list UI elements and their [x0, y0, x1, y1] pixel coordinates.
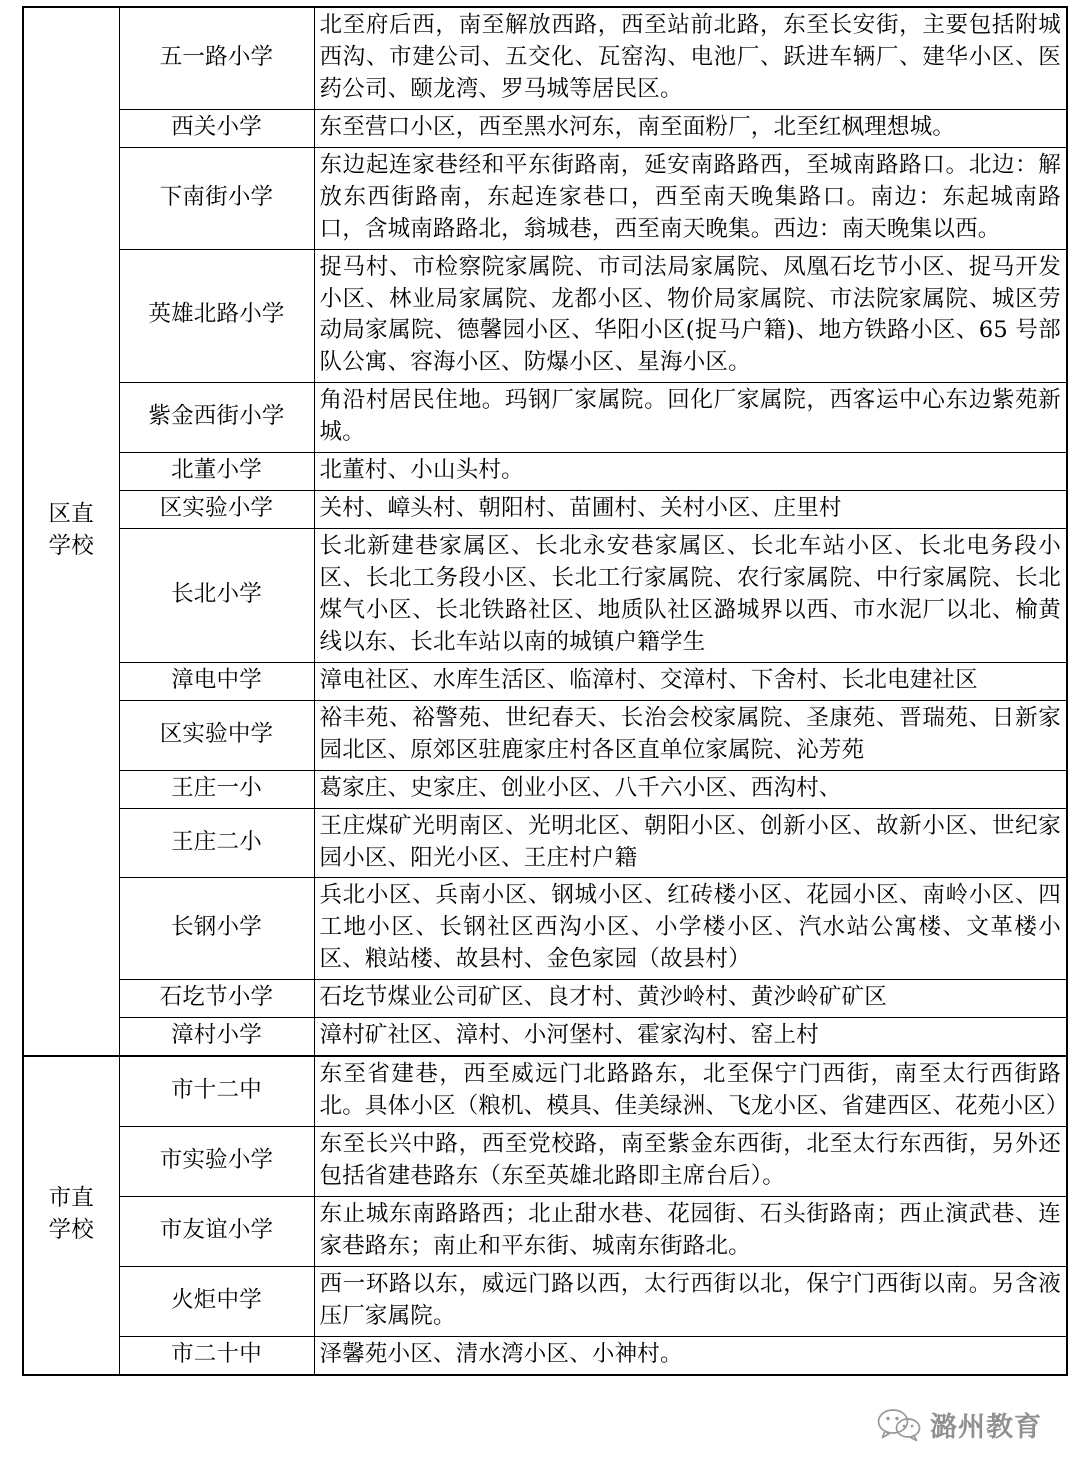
area-description-cell: 东至长兴中路，西至党校路，南至紫金东西街，北至太行东西街，另外还包括省建巷路东（东至英雄北路即主席台后）。: [314, 1127, 1067, 1197]
watermark-text: 潞州教育: [930, 1412, 1042, 1443]
table-row: [23, 453, 1067, 491]
school-name-cell: 市十二中: [119, 1056, 314, 1126]
school-name-cell: 市实验小学: [119, 1127, 314, 1197]
category-label-line-1: 市直: [48, 1184, 94, 1211]
school-name-cell: 英雄北路小学: [119, 249, 314, 383]
table-row: [23, 808, 1067, 878]
area-description-cell: 东止城东南路路西；北止甜水巷、花园街、石头街路南；西止演武巷、连家巷路东；南止和平东街、城南东街路北。: [314, 1196, 1067, 1266]
school-name-cell: 区实验中学: [119, 700, 314, 770]
table-row: [23, 1127, 1067, 1197]
school-name-cell: 石圪节小学: [119, 980, 314, 1018]
category-label-line-2: 学校: [48, 1216, 94, 1243]
area-description-cell: 西一环路以东，威远门路以西，太行西街以北，保宁门西街以南。另含液压厂家属院。: [314, 1266, 1067, 1336]
school-name-cell: 区实验小学: [119, 491, 314, 529]
area-description-cell: 北董村、小山头村。: [314, 453, 1067, 491]
school-name-cell: 王庄二小: [119, 808, 314, 878]
table-row: [23, 147, 1067, 249]
table-row: [23, 662, 1067, 700]
category-label-line-1: 区直: [48, 501, 94, 528]
table-row: [23, 529, 1067, 663]
school-name-cell: 火炬中学: [119, 1266, 314, 1336]
table-row: [23, 1266, 1067, 1336]
area-description-cell: 漳村矿社区、漳村、小河堡村、霍家沟村、窑上村: [314, 1018, 1067, 1056]
school-name-cell: 紫金西街小学: [119, 383, 314, 453]
area-description-cell: 泽馨苑小区、清水湾小区、小神村。: [314, 1336, 1067, 1374]
school-name-cell: 漳电中学: [119, 662, 314, 700]
school-name-cell: 王庄一小: [119, 770, 314, 808]
school-name-cell: 下南街小学: [119, 147, 314, 249]
school-name-cell: 市友谊小学: [119, 1196, 314, 1266]
table-row: [23, 770, 1067, 808]
area-description-cell: 东至营口小区，西至黑水河东，南至面粉厂，北至红枫理想城。: [314, 109, 1067, 147]
wechat-icon: [877, 1408, 923, 1442]
area-description-cell: 角沿村居民住地。玛钢厂家属院。回化厂家属院，西客运中心东边紫苑新城。: [314, 383, 1067, 453]
table-row: [23, 491, 1067, 529]
school-name-cell: 长北小学: [119, 529, 314, 663]
school-district-table: [22, 6, 1068, 1376]
area-description-cell: 漳电社区、水库生活区、临漳村、交漳村、下舍村、长北电建社区: [314, 662, 1067, 700]
category-cell-district-schools: [23, 7, 119, 1056]
table-row: [23, 249, 1067, 383]
area-description-cell: 捉马村、市检察院家属院、市司法局家属院、凤凰石圪节小区、捉马开发小区、林业局家属院、龙都小区、物价局家属院、市法院家属院、城区劳动局家属院、德馨园小区、华阳小区(捉马户籍)、地方铁路小区、65 号部队公寓、容海小区、防爆小区、星海小区。: [314, 249, 1067, 383]
category-cell-city-schools: [23, 1056, 119, 1374]
school-name-cell: 长钢小学: [119, 878, 314, 980]
school-name-cell: 漳村小学: [119, 1018, 314, 1056]
school-name-cell: 五一路小学: [119, 7, 314, 109]
table-body: [23, 7, 1067, 1375]
table-row: [23, 109, 1067, 147]
area-description-cell: 东边起连家巷经和平东街路南，延安南路路西，至城南路路口。北边：解放东西街路南，东起连家巷口，西至南天晚集路口。南边：东起城南路口，含城南路路北，翁城巷，西至南天晚集。西边：南天晚集以西。: [314, 147, 1067, 249]
table-row: [23, 700, 1067, 770]
area-description-cell: 东至省建巷，西至威远门北路路东，北至保宁门西街，南至太行西街路北。具体小区（粮机、模具、佳美绿洲、飞龙小区、省建西区、花苑小区）: [314, 1056, 1067, 1126]
area-description-cell: 王庄煤矿光明南区、光明北区、朝阳小区、创新小区、故新小区、世纪家园小区、阳光小区、王庄村户籍: [314, 808, 1067, 878]
category-label-line-2: 学校: [48, 533, 94, 560]
area-description-cell: 石圪节煤业公司矿区、良才村、黄沙岭村、黄沙岭矿矿区: [314, 980, 1067, 1018]
table-row: [23, 1336, 1067, 1374]
area-description-cell: 长北新建巷家属区、长北永安巷家属区、长北车站小区、长北电务段小区、长北工务段小区、长北工行家属院、农行家属院、中行家属院、长北煤气小区、长北铁路社区、地质队社区潞城界以西、市水泥厂以北、榆黄线以东、长北车站以南的城镇户籍学生: [314, 529, 1067, 663]
school-name-cell: 市二十中: [119, 1336, 314, 1374]
table-row: [23, 1196, 1067, 1266]
area-description-cell: 北至府后西，南至解放西路，西至站前北路，东至长安街，主要包括附城西沟、市建公司、五交化、瓦窑沟、电池厂、跃进车辆厂、建华小区、医药公司、颐龙湾、罗马城等居民区。: [314, 7, 1067, 109]
table-row: [23, 1018, 1067, 1056]
school-name-cell: 西关小学: [119, 109, 314, 147]
table-row: [23, 878, 1067, 980]
area-description-cell: 裕丰苑、裕警苑、世纪春天、长治会校家属院、圣康苑、晋瑞苑、日新家园北区、原郊区驻鹿家庄村各区直单位家属院、沁芳苑: [314, 700, 1067, 770]
area-description-cell: 兵北小区、兵南小区、钢城小区、红砖楼小区、花园小区、南岭小区、四工地小区、长钢社区西沟小区、小学楼小区、汽水站公寓楼、文革楼小区、粮站楼、故县村、金色家园（故县村）: [314, 878, 1067, 980]
area-description-cell: 葛家庄、史家庄、创业小区、八千六小区、西沟村、: [314, 770, 1067, 808]
watermark: [877, 1405, 1042, 1444]
school-name-cell: 北董小学: [119, 453, 314, 491]
table-row: [23, 980, 1067, 1018]
area-description-cell: 关村、嶂头村、朝阳村、苗圃村、关村小区、庄里村: [314, 491, 1067, 529]
table-row: [23, 7, 1067, 109]
table-row: [23, 383, 1067, 453]
table-row: [23, 1056, 1067, 1126]
